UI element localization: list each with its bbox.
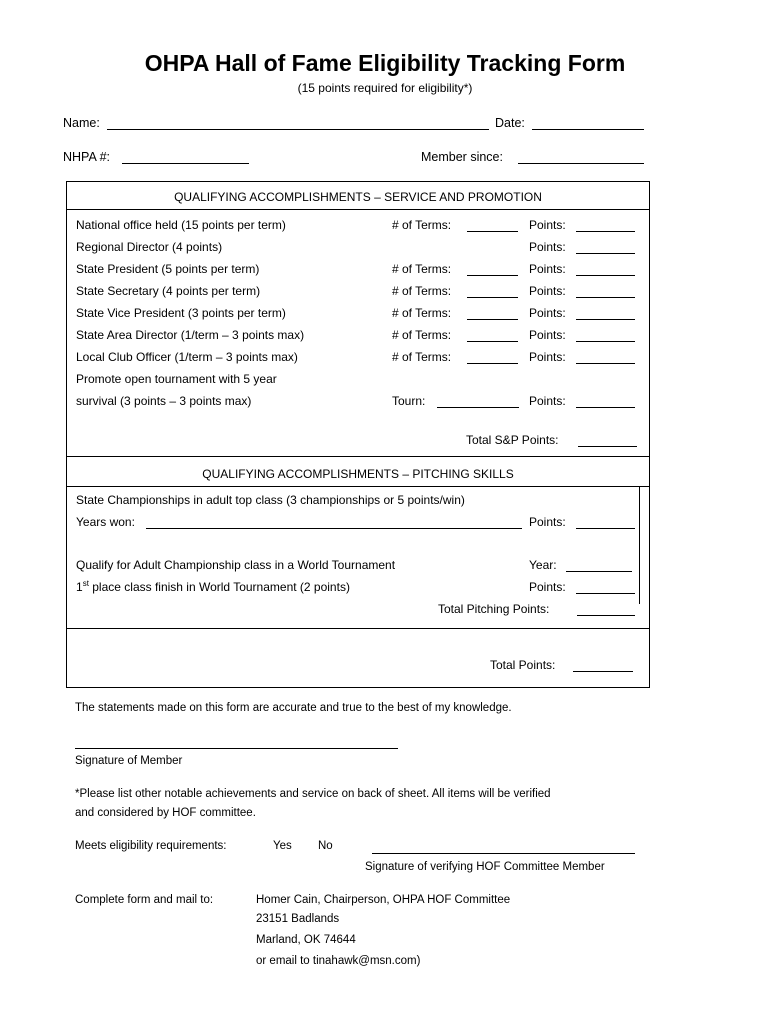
points-field-world[interactable]	[576, 592, 635, 594]
service-item-promote: Promote open tournament with 5 year	[76, 372, 277, 386]
first-place-suffix: st	[82, 579, 89, 588]
points-field-promote[interactable]	[576, 406, 635, 408]
points-label: Points:	[529, 328, 566, 342]
service-item-regional: Regional Director (4 points)	[76, 240, 223, 254]
service-item-club-officer: Local Club Officer (1/term – 3 points max)	[76, 350, 298, 364]
terms-field-vice-president[interactable]	[467, 318, 518, 320]
terms-field-national[interactable]	[467, 230, 518, 232]
service-item-area-director: State Area Director (1/term – 3 points max)	[76, 328, 305, 342]
terms-label: # of Terms:	[392, 218, 452, 232]
date-label: Date:	[495, 116, 525, 130]
points-field-state-champ[interactable]	[576, 527, 635, 529]
service-item-national: National office held (15 points per term)	[76, 218, 286, 232]
terms-label: # of Terms:	[392, 350, 452, 364]
nhpa-field[interactable]	[122, 162, 249, 164]
tourn-field[interactable]	[437, 406, 519, 408]
terms-label: # of Terms:	[392, 328, 452, 342]
no-option[interactable]: No	[318, 840, 333, 852]
terms-label: # of Terms:	[392, 284, 452, 298]
total-sp-field[interactable]	[578, 445, 637, 447]
qualify-world-text: Qualify for Adult Championship class in a World Tournament	[76, 558, 396, 572]
points-label: Points:	[529, 218, 566, 232]
email-line: or email to tinahawk@msn.com)	[256, 955, 421, 967]
member-signature-label: Signature of Member	[75, 755, 183, 767]
mail-label: Complete form and mail to:	[75, 894, 214, 906]
hof-signature-label: Signature of verifying HOF Committee Member	[365, 861, 605, 873]
divider	[66, 628, 650, 629]
member-since-field[interactable]	[518, 162, 644, 164]
name-label: Name:	[63, 116, 100, 130]
divider	[66, 486, 650, 487]
points-field-secretary[interactable]	[576, 296, 635, 298]
hof-signature-field[interactable]	[372, 852, 635, 854]
accomplishments-box	[66, 181, 650, 688]
points-field-national[interactable]	[576, 230, 635, 232]
first-place-rest: place class finish in World Tournament (2 points)	[88, 580, 350, 594]
address-line: 23151 Badlands	[256, 913, 340, 925]
divider	[66, 456, 650, 457]
note-line-1: *Please list other notable achievements and service on back of sheet. All items will be verified	[75, 788, 551, 800]
total-sp-label: Total S&P Points:	[466, 433, 559, 447]
nhpa-label: NHPA #:	[63, 150, 111, 164]
member-since-label: Member since:	[421, 150, 503, 164]
years-won-field[interactable]	[146, 527, 522, 529]
form-title: OHPA Hall of Fame Eligibility Tracking Form	[144, 50, 626, 76]
year-label: Year:	[529, 558, 557, 572]
points-label: Points:	[529, 350, 566, 364]
meets-eligibility-label: Meets eligibility requirements:	[75, 840, 227, 852]
accuracy-statement: The statements made on this form are accurate and true to the best of my knowledge.	[75, 702, 512, 714]
divider	[639, 486, 640, 604]
points-label: Points:	[529, 262, 566, 276]
address-line: Homer Cain, Chairperson, OHPA HOF Committee	[256, 894, 511, 906]
terms-field-area-director[interactable]	[467, 340, 518, 342]
points-field-regional[interactable]	[576, 252, 635, 254]
points-label: Points:	[529, 284, 566, 298]
terms-label: # of Terms:	[392, 306, 452, 320]
service-item-promote-cont: survival (3 points – 3 points max)	[76, 394, 252, 408]
terms-field-club-officer[interactable]	[467, 362, 518, 364]
points-field-vice-president[interactable]	[576, 318, 635, 320]
points-field-club-officer[interactable]	[576, 362, 635, 364]
total-pitching-field[interactable]	[577, 614, 635, 616]
points-field-president[interactable]	[576, 274, 635, 276]
terms-label: # of Terms:	[392, 262, 452, 276]
tourn-label: Tourn:	[392, 394, 426, 408]
points-label: Points:	[529, 240, 566, 254]
first-place-text	[76, 580, 350, 594]
total-points-label: Total Points:	[490, 658, 556, 672]
service-item-president: State President (5 points per term)	[76, 262, 260, 276]
yes-option[interactable]: Yes	[273, 840, 292, 852]
service-item-secretary: State Secretary (4 points per term)	[76, 284, 261, 298]
note-line-2: and considered by HOF committee.	[75, 807, 256, 819]
terms-field-secretary[interactable]	[467, 296, 518, 298]
years-won-label: Years won:	[76, 515, 135, 529]
points-label: Points:	[529, 306, 566, 320]
name-field[interactable]	[107, 128, 489, 130]
form-subtitle: (15 points required for eligibility*)	[297, 81, 473, 95]
total-pitching-label: Total Pitching Points:	[438, 602, 550, 616]
member-signature-field[interactable]	[75, 747, 398, 749]
date-field[interactable]	[532, 128, 644, 130]
total-points-field[interactable]	[573, 670, 633, 672]
state-championships-text: State Championships in adult top class (3 championships or 5 points/win)	[76, 493, 465, 507]
year-field[interactable]	[566, 570, 632, 572]
points-label: Points:	[529, 580, 566, 594]
address-line: Marland, OK 74644	[256, 934, 356, 946]
pitching-heading: QUALIFYING ACCOMPLISHMENTS – PITCHING SKILLS	[202, 467, 514, 481]
service-heading: QUALIFYING ACCOMPLISHMENTS – SERVICE AND PROMOTION	[174, 190, 542, 204]
terms-field-president[interactable]	[467, 274, 518, 276]
points-label: Points:	[529, 394, 566, 408]
points-label: Points:	[529, 515, 566, 529]
service-item-vice-president: State Vice President (3 points per term)	[76, 306, 286, 320]
points-field-area-director[interactable]	[576, 340, 635, 342]
divider	[66, 209, 650, 210]
first-place-ordinal: 1	[76, 580, 83, 594]
